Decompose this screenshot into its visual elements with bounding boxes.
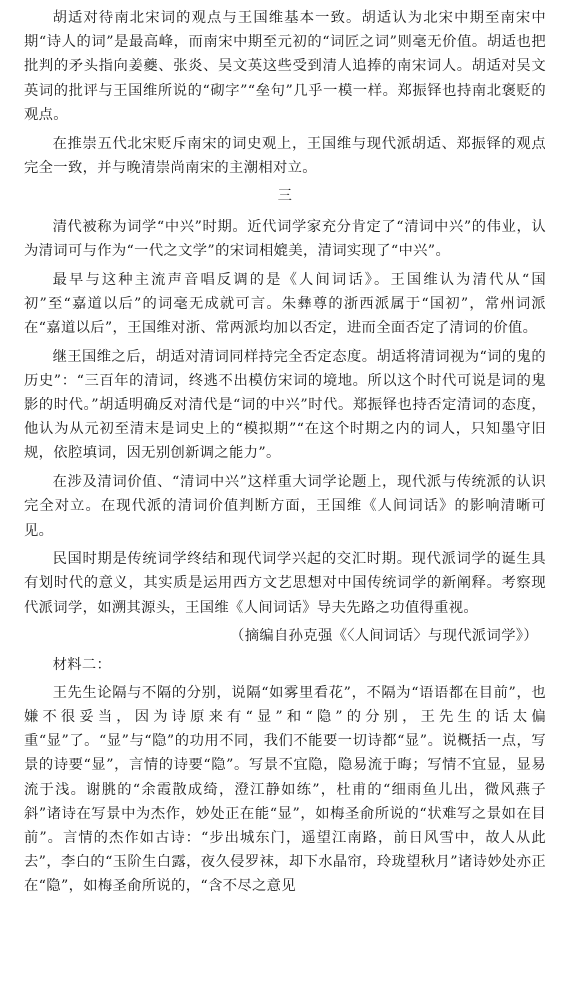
paragraph-renjian-cihua: 最早与这种主流声音唱反调的是《人间词话》。王国维认为清代从“国初”至“嘉道以后”的词毫无成就可言。朱彝尊的浙西派属于“国初”，常州词派在“嘉道以后”，王国维对浙、常两派均加以否定，进而全面否定了清词的价值。 [24,271,546,336]
paragraph-xiandai-chuantong: 在涉及清词价值、“清词中兴”这样重大词学论题上，现代派与传统派的认识完全对立。在现代派的清词价值判断方面，王国维《人间词话》的影响清晰可见。 [24,474,546,539]
paragraph-hu-shi-song-ci: 胡适对待南北宋词的观点与王国维基本一致。胡适认为北宋中期至南宋中期“诗人的词”是最高峰，而南宋中期至元初的“词匠之词”则毫无价值。胡适也把批判的矛头指向姜夔、张炎、吴文英这些受到清人追捧的南宋词人。胡适对吴文英词的批评与王国维所说的“砌字”“垒句”几乎一模一样。郑振铎也持南北褒贬的观点。 [24,10,546,123]
paragraph-qing-zhongxing: 清代被称为词学“中兴”时期。近代词学家充分肯定了“清词中兴”的伟业，认为清词可与作为“一代之文学”的宋词相媲美，清词实现了“中兴”。 [24,218,546,259]
material-label: 材料二： [52,656,112,673]
paragraph-hu-shi-qing-ci: 继王国维之后，胡适对清词同样持完全否定态度。胡适将清词视为“词的鬼的历史”：“三百年的清词，终逃不出模仿宋词的境地。所以这个时代可说是词的鬼影的时代。”胡适明确反对清代是“词的中兴”时代。郑振铎也持否定清词的态度，他认为从元初至清末是词史上的“模拟期”“在这个时期之内的词人，只知墨守旧规，依腔填词，因无别创新调之能力”。 [24,348,546,462]
source-citation: （摘编自孙克强《〈人间词话〉与现代派词学》） [230,628,538,645]
paragraph-ge-buge: 王先生论隔与不隔的分别，说隔“如雾里看花”，不隔为“语语都在目前”，也嫌不很妥当，因为诗原来有“显”和“隐”的分别，王先生的话太偏重“显”了。“显”与“隐”的功用不同，我们不能要一切诗都“显”。说概括一点，写景的诗要“显”，言情的诗要“隐”。写景不宜隐，隐易流于晦；写情不宜显，显易流于浅。谢朓的“余霞散成绮，澄江静如练”，杜甫的“细雨鱼儿出，微风燕子斜”诸诗在写景中为杰作，妙处正在能“显”，如梅圣俞所说的“状难写之景如在目前”。言情的杰作如古诗：“步出城东门，遥望江南路，前日风雪中，故人从此去”，李白的“玉阶生白露，夜久侵罗袜，却下水晶帘，玲珑望秋月”诸诗妙处亦正在“隐”，如梅圣俞所说的，“含不尽之意见 [24,684,546,895]
paragraph-wudai-beisong: 在推崇五代北宋贬斥南宋的词史观上，王国维与现代派胡适、郑振铎的观点完全一致，并与晚清崇尚南宋的主潮相对立。 [24,135,546,176]
section-heading: 三 [277,188,293,205]
paragraph-minguo: 民国时期是传统词学终结和现代词学兴起的交汇时期。现代派词学的诞生具有划时代的意义，其实质是运用西方文艺思想对中国传统词学的新阐释。考察现代派词学，如溯其源头，王国维《人间词话》导夫先路之功值得重视。 [24,551,546,616]
